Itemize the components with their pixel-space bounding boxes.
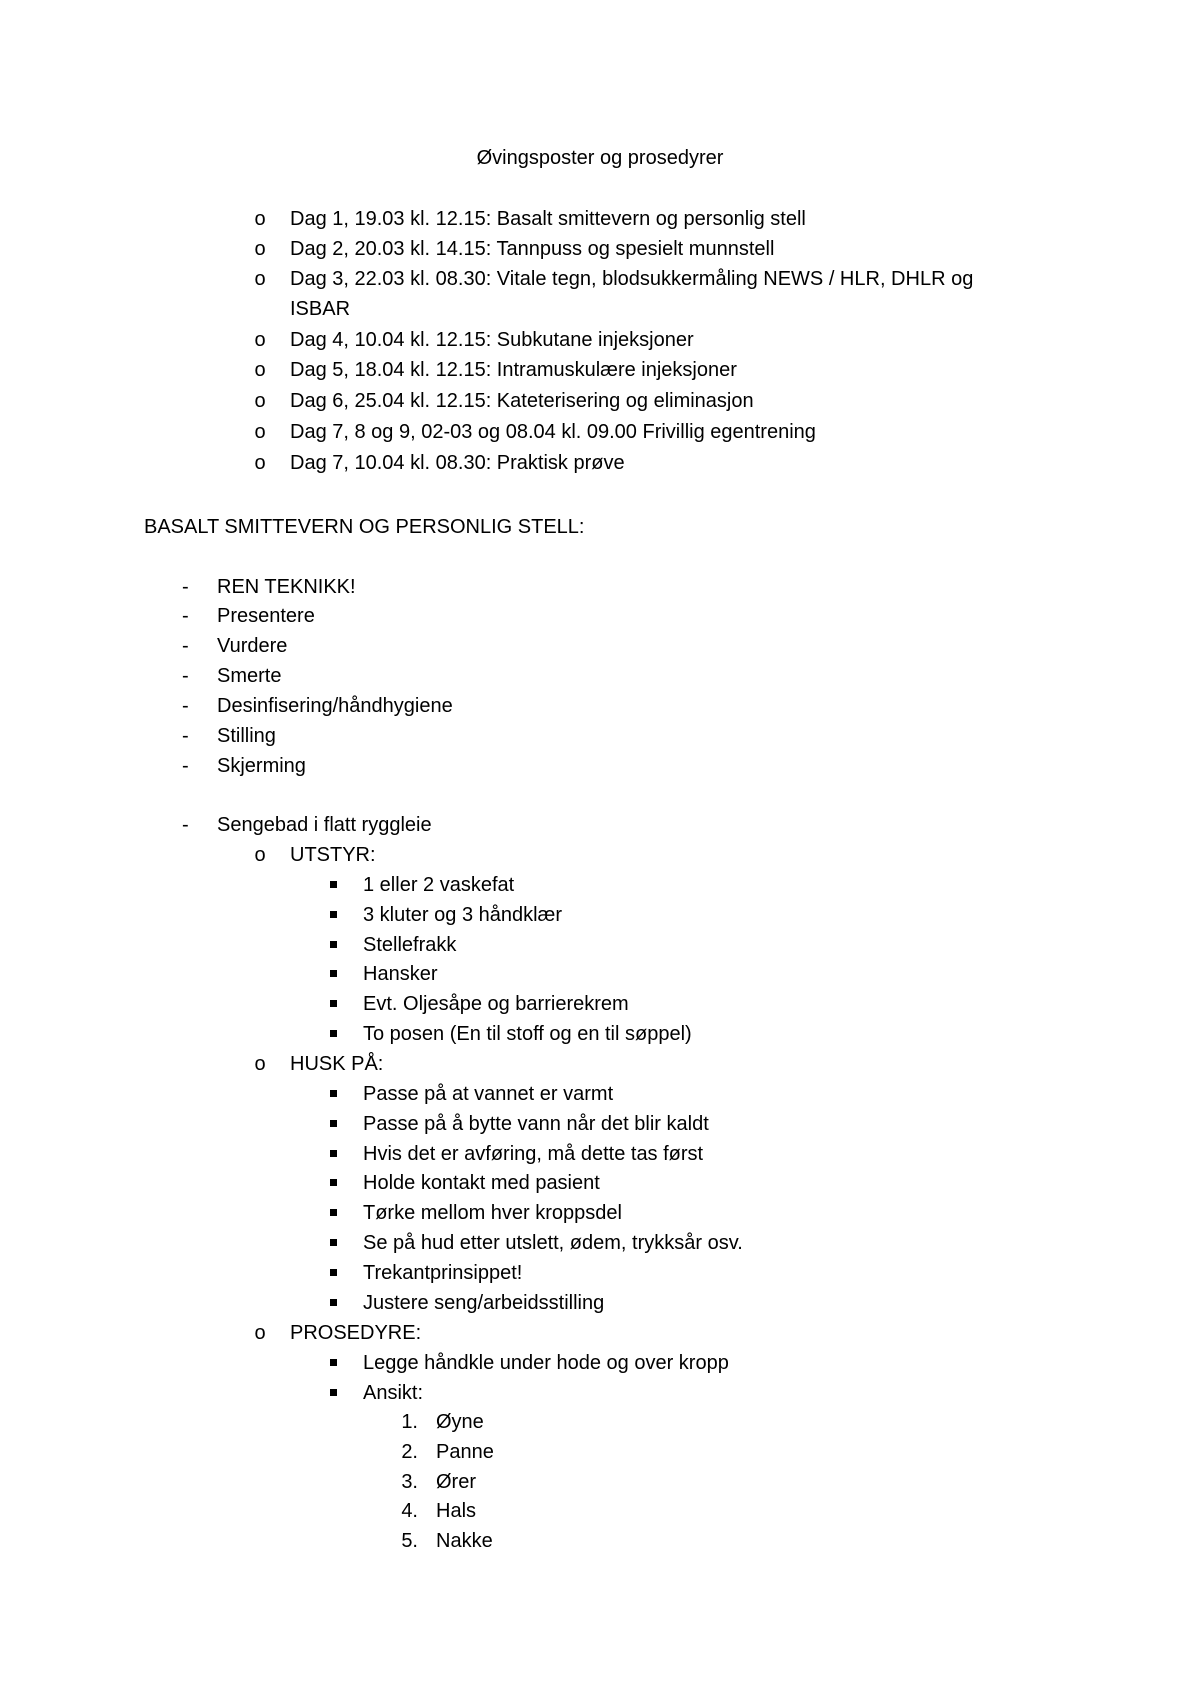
- section-heading: BASALT SMITTEVERN OG PERSONLIG STELL:: [144, 516, 585, 538]
- square-bullet-icon: [330, 1209, 337, 1216]
- schedule-item: Dag 5, 18.04 kl. 12.15: Intramuskulære injeksjoner: [290, 359, 737, 381]
- dash-bullet-icon: -: [182, 665, 189, 687]
- square-bullet-icon: [330, 1090, 337, 1097]
- schedule-item: Dag 7, 8 og 9, 02-03 og 08.04 kl. 09.00 Frivillig egentrening: [290, 421, 816, 443]
- circle-bullet-icon: o: [254, 452, 266, 474]
- circle-bullet-icon: o: [254, 421, 266, 443]
- list-item: Legge håndkle under hode og over kropp: [363, 1352, 729, 1374]
- list-item: Hals: [436, 1500, 477, 1522]
- square-bullet-icon: [330, 1000, 337, 1007]
- schedule-item: Dag 4, 10.04 kl. 12.15: Subkutane injeksjoner: [290, 329, 694, 351]
- dash-bullet-icon: -: [182, 755, 189, 777]
- list-item: Evt. Oljesåpe og barrierekrem: [363, 993, 629, 1015]
- list-item: Justere seng/arbeidsstilling: [363, 1292, 605, 1314]
- dash-bullet-icon: -: [182, 695, 189, 717]
- schedule-item: Dag 6, 25.04 kl. 12.15: Kateterisering og eliminasjon: [290, 390, 754, 412]
- square-bullet-icon: [330, 911, 337, 918]
- list-item: Passe på å bytte vann når det blir kaldt: [363, 1113, 709, 1135]
- list-item: Desinfisering/håndhygiene: [217, 695, 453, 717]
- dash-bullet-icon: -: [182, 605, 189, 627]
- square-bullet-icon: [330, 1120, 337, 1127]
- list-item: 3 kluter og 3 håndklær: [363, 904, 563, 926]
- square-bullet-icon: [330, 1150, 337, 1157]
- list-number: 3.: [401, 1471, 418, 1493]
- list-item: Øyne: [436, 1411, 484, 1433]
- list-item: Ansikt:: [363, 1382, 424, 1404]
- square-bullet-icon: [330, 1030, 337, 1037]
- circle-bullet-icon: o: [254, 390, 266, 412]
- square-bullet-icon: [330, 1299, 337, 1306]
- square-bullet-icon: [330, 941, 337, 948]
- circle-bullet-icon: o: [254, 238, 266, 260]
- list-item: Ører: [436, 1471, 476, 1493]
- list-item: Presentere: [217, 605, 315, 627]
- circle-bullet-icon: o: [254, 329, 266, 351]
- list-number: 5.: [401, 1530, 418, 1552]
- list-item: Nakke: [436, 1530, 493, 1552]
- circle-bullet-icon: o: [254, 1322, 266, 1344]
- square-bullet-icon: [330, 1389, 337, 1396]
- square-bullet-icon: [330, 1179, 337, 1186]
- list-number: 2.: [401, 1441, 418, 1463]
- square-bullet-icon: [330, 970, 337, 977]
- dash-bullet-icon: -: [182, 635, 189, 657]
- square-bullet-icon: [330, 1239, 337, 1246]
- list-item: Trekantprinsippet!: [363, 1262, 523, 1284]
- square-bullet-icon: [330, 1359, 337, 1366]
- circle-bullet-icon: o: [254, 359, 266, 381]
- dash-bullet-icon: -: [182, 814, 189, 836]
- list-item: 1 eller 2 vaskefat: [363, 874, 515, 896]
- list-item: Hansker: [363, 963, 438, 985]
- circle-bullet-icon: o: [254, 268, 266, 290]
- list-item: Holde kontakt med pasient: [363, 1172, 600, 1194]
- circle-bullet-icon: o: [254, 844, 266, 866]
- list-item: To posen (En til stoff og en til søppel): [363, 1023, 692, 1045]
- list-item: Sengebad i flatt ryggleie: [217, 814, 432, 836]
- list-item: Tørke mellom hver kroppsdel: [363, 1202, 622, 1224]
- sublist-label: HUSK PÅ:: [290, 1053, 384, 1075]
- circle-bullet-icon: o: [254, 208, 266, 230]
- circle-bullet-icon: o: [254, 1053, 266, 1075]
- schedule-item: Dag 2, 20.03 kl. 14.15: Tannpuss og spesielt munnstell: [290, 238, 775, 260]
- list-item: REN TEKNIKK!: [217, 576, 356, 598]
- list-number: 4.: [401, 1500, 418, 1522]
- list-item: Vurdere: [217, 635, 288, 657]
- page-title: Øvingsposter og prosedyrer: [476, 147, 724, 169]
- list-item: Smerte: [217, 665, 282, 687]
- schedule-item: Dag 3, 22.03 kl. 08.30: Vitale tegn, blodsukkermåling NEWS / HLR, DHLR og: [290, 268, 974, 290]
- schedule-item-continuation: ISBAR: [290, 298, 351, 320]
- list-item: Stilling: [217, 725, 276, 747]
- sublist-label: PROSEDYRE:: [290, 1322, 422, 1344]
- list-item: Hvis det er avføring, må dette tas først: [363, 1143, 704, 1165]
- sublist-label: UTSTYR:: [290, 844, 376, 866]
- square-bullet-icon: [330, 1269, 337, 1276]
- list-number: 1.: [401, 1411, 418, 1433]
- list-item: Panne: [436, 1441, 494, 1463]
- list-item: Stellefrakk: [363, 934, 457, 956]
- list-item: Se på hud etter utslett, ødem, trykksår osv.: [363, 1232, 743, 1254]
- list-item: Passe på at vannet er varmt: [363, 1083, 614, 1105]
- square-bullet-icon: [330, 881, 337, 888]
- schedule-item: Dag 7, 10.04 kl. 08.30: Praktisk prøve: [290, 452, 625, 474]
- list-item: Skjerming: [217, 755, 306, 777]
- schedule-item: Dag 1, 19.03 kl. 12.15: Basalt smittevern og personlig stell: [290, 208, 806, 230]
- dash-bullet-icon: -: [182, 576, 189, 598]
- dash-bullet-icon: -: [182, 725, 189, 747]
